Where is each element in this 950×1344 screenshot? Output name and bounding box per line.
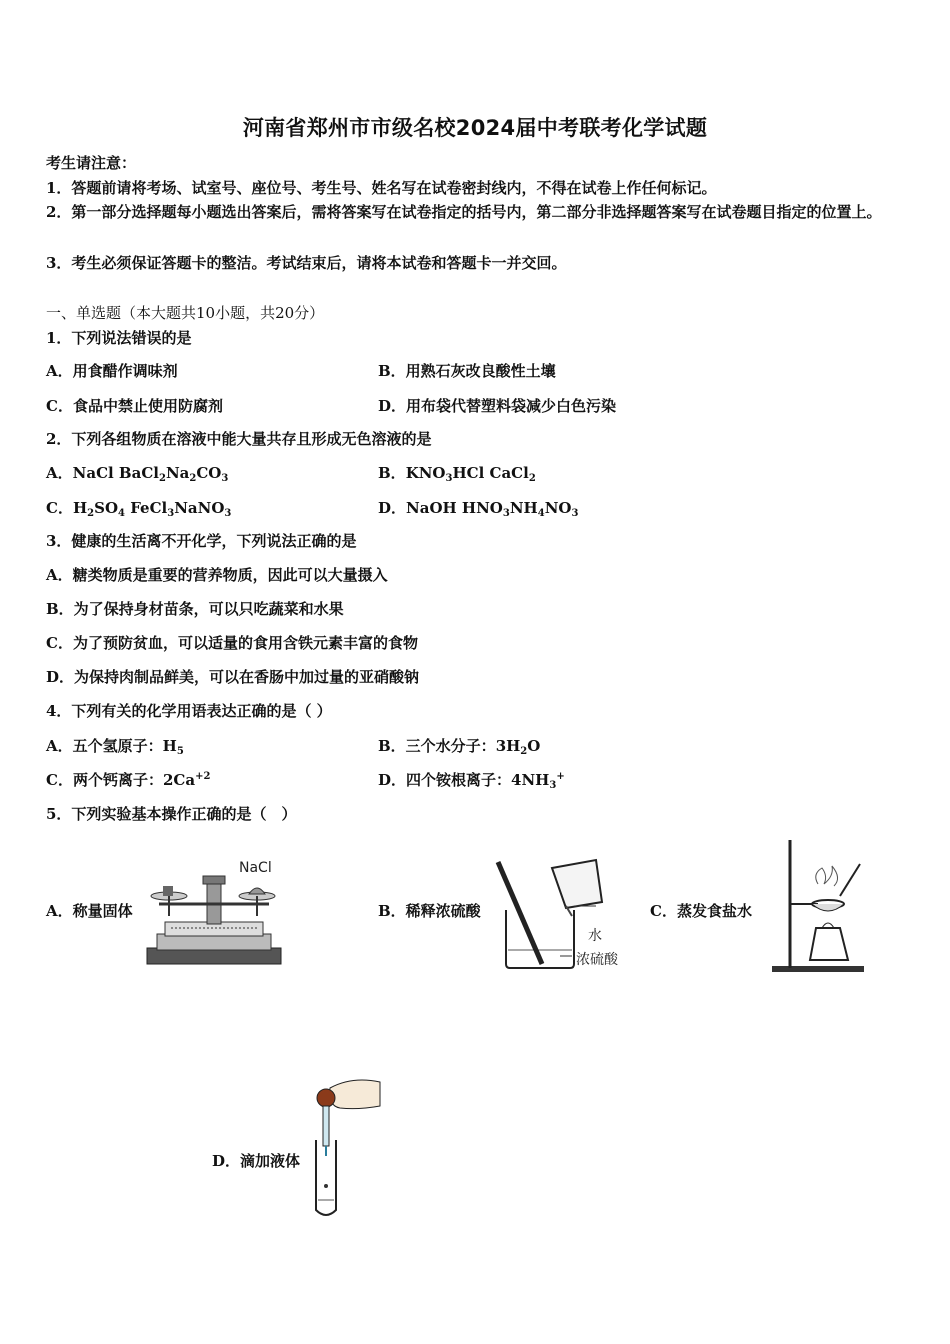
q1-option-c: C．食品中禁止使用防腐剂 (46, 397, 223, 415)
q4-option-a: A．五个氢原子：$H_5$ (46, 737, 184, 757)
q5-option-a: A．称量固体 (46, 902, 133, 920)
q2-option-d: D．NaOH $HNO_3NH_4NO_3$ (378, 499, 579, 519)
acid-label: 浓硫酸 (576, 952, 618, 968)
q1-stem: 1．下列说法错误的是 (46, 329, 192, 347)
dropper-figure (300, 1074, 384, 1220)
q4-option-d: D．四个铵根离子：$4NH_3^+$ (378, 771, 565, 791)
q2-option-a: A．NaCl $BaCl_2Na_2CO_3$ (46, 464, 229, 484)
q5-option-c: C．蒸发食盐水 (650, 902, 752, 920)
q5-stem: 5．下列实验基本操作正确的是（ ） (46, 805, 297, 823)
q1-option-d: D．用布袋代替塑料袋减少白色污染 (378, 397, 617, 415)
notice-heading: 考生请注意： (46, 154, 137, 172)
section-heading: 一、单选题（本大题共10小题，共20分） (46, 304, 325, 322)
q4-option-c: C．两个钙离子：$2Ca^{+2}$ (46, 771, 211, 789)
dilution-figure (488, 856, 636, 972)
notice-item-2: 2．第一部分选择题每小题选出答案后，需将答案写在试卷指定的括号内，第二部分非选择题答案写在试卷题目指定的位置上。 (46, 203, 882, 221)
q5-option-b: B．稀释浓硫酸 (378, 902, 481, 920)
notice-item-3: 3．考生必须保证答题卡的整洁。考试结束后，请将本试卷和答题卡一并交回。 (46, 254, 567, 272)
nacl-label: NaCl (239, 860, 272, 876)
q3-option-c: C．为了预防贫血，可以适量的食用含铁元素丰富的食物 (46, 634, 418, 652)
q5-option-d: D．滴加液体 (212, 1152, 301, 1170)
q3-option-a: A．糖类物质是重要的营养物质，因此可以大量摄入 (46, 566, 388, 584)
water-label: 水 (588, 928, 602, 944)
q2-option-c: C．$H_2SO_4$ FeCl$_3$NaNO$_3$ (46, 499, 232, 519)
evaporation-figure (768, 836, 868, 974)
q3-option-d: D．为保持肉制品鲜美，可以在香肠中加过量的亚硝酸钠 (46, 668, 420, 686)
q1-option-a: A．用食醋作调味剂 (46, 362, 178, 380)
balance-scale-figure (145, 856, 285, 968)
q2-option-b: B．$KNO_3HCl$ CaCl$_2$ (378, 464, 536, 484)
q3-stem: 3．健康的生活离不开化学，下列说法正确的是 (46, 532, 357, 550)
page-title: 河南省郑州市市级名校2024届中考联考化学试题 (242, 116, 708, 140)
q3-option-b: B．为了保持身材苗条，可以只吃蔬菜和水果 (46, 600, 344, 618)
notice-item-1: 1．答题前请将考场、试室号、座位号、考生号、姓名写在试卷密封线内，不得在试卷上作任何标记。 (46, 179, 717, 197)
q1-option-b: B．用熟石灰改良酸性土壤 (378, 362, 556, 380)
q2-stem: 2．下列各组物质在溶液中能大量共存且形成无色溶液的是 (46, 430, 432, 448)
q4-stem: 4．下列有关的化学用语表达正确的是（ ） (46, 702, 332, 720)
q4-option-b: B．三个水分子：$3H_2O$ (378, 737, 541, 757)
